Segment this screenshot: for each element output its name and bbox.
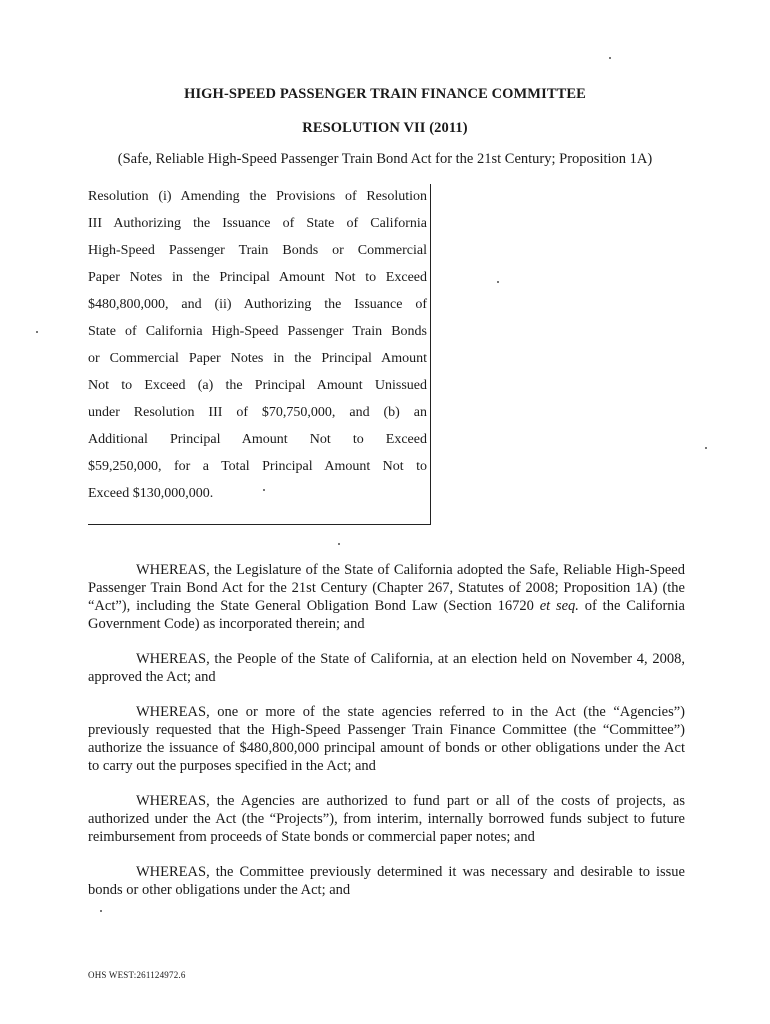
whereas-paragraph-4: WHEREAS, the Agencies are authorized to fund part or all of the costs of projects, as authorized under the Act (the “Projects”), from interim, internally borrowed funds subject to future reimbursement from proceeds of State bonds or commercial paper notes; and bbox=[88, 793, 685, 845]
footer-document-id: OHS WEST:261124972.6 bbox=[88, 970, 186, 980]
summary-line: State of California High-Speed Passenger Train Bonds bbox=[88, 324, 427, 339]
whereas-paragraph-2: WHEREAS, the People of the State of California, at an election held on November 4, 2008, approved the Act; and bbox=[88, 651, 685, 685]
scan-speck bbox=[497, 281, 499, 283]
summary-line: or Commercial Paper Notes in the Principal Amount bbox=[88, 351, 427, 366]
committee-title: HIGH-SPEED PASSENGER TRAIN FINANCE COMMITTEE bbox=[184, 86, 586, 102]
summary-line: $59,250,000, for a Total Principal Amount Not to bbox=[88, 459, 427, 474]
summary-line: under Resolution III of $70,750,000, and (b) an bbox=[88, 405, 427, 420]
scan-speck bbox=[705, 447, 707, 449]
whereas-paragraph-1 bbox=[88, 561, 685, 633]
whereas-paragraph-5: WHEREAS, the Committee previously determined it was necessary and desirable to issue bonds or other obligations under the Act; and bbox=[88, 864, 685, 898]
summary-line: Resolution (i) Amending the Provisions of Resolution bbox=[88, 189, 427, 204]
whereas-paragraph-3: WHEREAS, one or more of the state agencies referred to in the Act (the “Agencies”) previously requested that the High-Speed Passenger Train Finance Committee (the “Committee”) authorize the issuance of $480,800,000 principal amount of bonds or other obligations under the Act to carry out the purposes specified in the Act; and bbox=[88, 704, 685, 774]
summary-line: III Authorizing the Issuance of State of California bbox=[88, 216, 427, 231]
paragraph-text: WHEREAS, the Legislature of the State of California adopted the Safe, Reliable High-Speed Passenger Train Bond Act for the 21st Century (Chapter 267, Statutes of 2008; Proposition 1A) (the “Act”), including the State General Obligation Bond Law (Section 16720 bbox=[88, 562, 685, 614]
summary-line: Paper Notes in the Principal Amount Not to Exceed bbox=[88, 270, 427, 285]
summary-line: Not to Exceed (a) the Principal Amount Unissued bbox=[88, 378, 427, 393]
resolution-title: RESOLUTION VII (2011) bbox=[302, 120, 468, 136]
scan-speck bbox=[36, 331, 38, 333]
scan-speck bbox=[609, 57, 611, 59]
summary-line: Exceed $130,000,000. bbox=[88, 486, 214, 501]
resolution-summary-box bbox=[88, 184, 431, 525]
scan-speck bbox=[338, 543, 340, 545]
paragraph-text: of the California Government Code) as incorporated therein; and bbox=[88, 598, 685, 632]
summary-line: High-Speed Passenger Train Bonds or Commercial bbox=[88, 243, 427, 258]
resolution-subtitle: (Safe, Reliable High-Speed Passenger Train Bond Act for the 21st Century; Proposition 1A) bbox=[117, 151, 653, 167]
scan-speck bbox=[100, 910, 102, 912]
summary-line: Additional Principal Amount Not to Exceed bbox=[88, 432, 427, 447]
summary-line: $480,800,000, and (ii) Authorizing the Issuance of bbox=[88, 297, 427, 312]
scan-speck bbox=[263, 489, 265, 491]
paragraph-text-italic: et seq. bbox=[539, 598, 579, 614]
